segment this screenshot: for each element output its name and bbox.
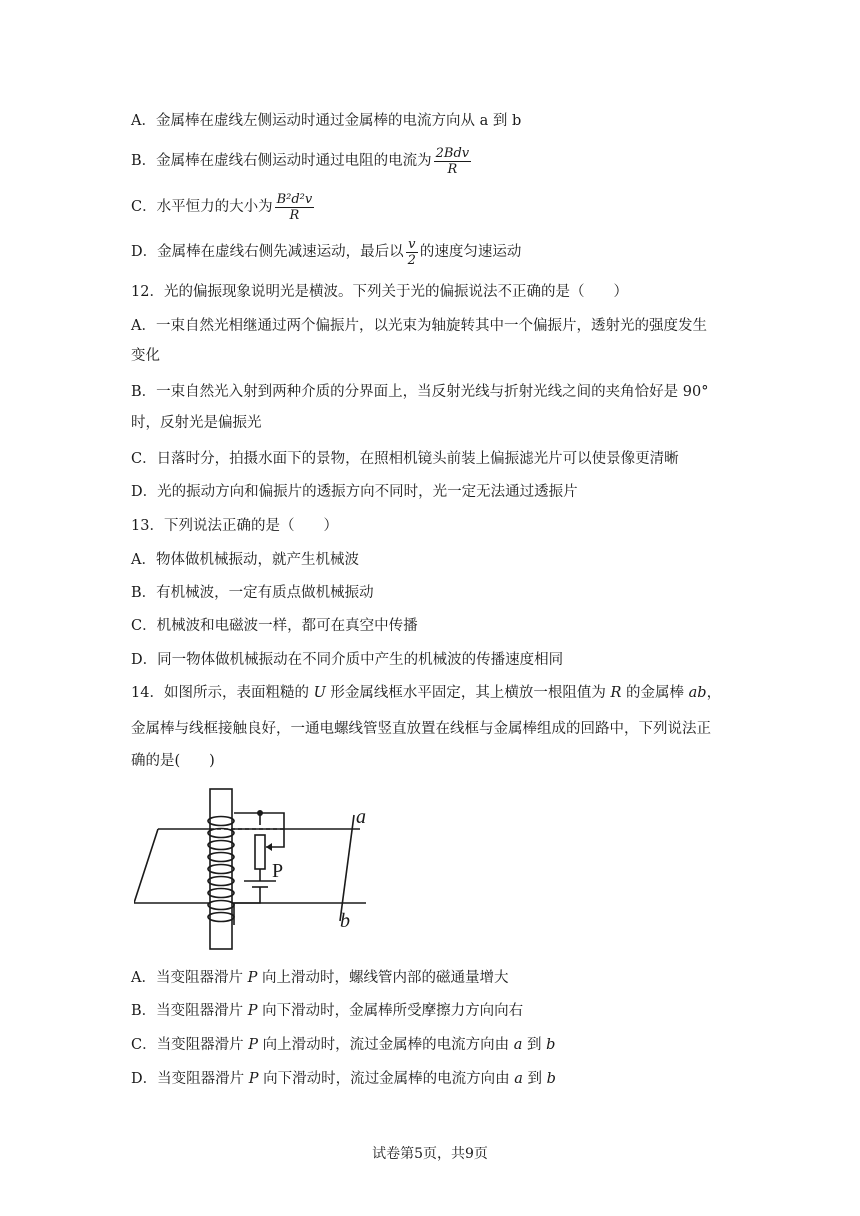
wire-top (234, 813, 260, 825)
q14-stem-text: 形金属线框水平固定，其上横放一根阻值为 (325, 685, 611, 701)
q11-option-a: A．金属棒在虚线左侧运动时通过金属棒的电流方向从 a 到 b (131, 113, 522, 129)
label-b: b (340, 910, 350, 932)
q11-option-d-text: D．金属棒在虚线右侧先减速运动，最后以 (131, 244, 404, 260)
q14-option-text: 向下滑动时，金属棒所受摩擦力方向向右 (257, 1003, 524, 1019)
q11-option-d (131, 232, 521, 272)
q14-option-text: B．当变阻器滑片 (131, 1003, 248, 1019)
q11-option-b-numerator: 2Bdv (435, 145, 470, 161)
q14-option-c (131, 1035, 555, 1055)
q11-option-d-denominator: 2 (407, 252, 416, 268)
q14-option-b (131, 1001, 523, 1021)
q12-stem: 12．光的偏振现象说明光是横波。下列关于光的偏振说法不正确的是（ ） (131, 284, 628, 300)
q12-option-c: C．日落时分，拍摄水面下的景物，在照相机镜头前装上偏振滤光片可以使景像更清晰 (131, 451, 679, 467)
q11-option-c (131, 187, 316, 227)
q14-stem-r: R (610, 685, 622, 701)
q11-option-b-text: B．金属棒在虚线右侧运动时通过电阻的电流为 (131, 153, 432, 169)
q14-stem-text: 14．如图所示，表面粗糙的 (131, 685, 314, 701)
q13-option-c: C．机械波和电磁波一样，都可在真空中传播 (131, 618, 418, 634)
q11-option-b (131, 141, 473, 181)
q14-stem-line2: 金属棒与线框接触良好，一通电螺线管竖直放置在线框与金属棒组成的回路中，下列说法正 (131, 721, 711, 737)
q14-option-var: P (248, 1037, 258, 1053)
q11-option-b-denominator: R (447, 161, 458, 177)
q14-stem-line1 (131, 683, 721, 703)
rheostat (255, 835, 265, 869)
q14-option-var: P (248, 1071, 259, 1087)
solenoid-core (210, 789, 232, 949)
frame-left-side (134, 829, 158, 903)
page-footer: 试卷第5页，共9页 (372, 1146, 488, 1162)
q14-option-var: b (546, 1037, 556, 1053)
q14-stem-text: ， (706, 685, 722, 701)
q12-option-a-line1: A．一束自然光相继通过两个偏振片，以光束为轴旋转其中一个偏振片，透射光的强度发生 (131, 318, 707, 334)
q14-option-var: b (546, 1071, 556, 1087)
q14-option-var: P (247, 1003, 258, 1019)
q12-option-b-line2: 时，反射光是偏振光 (131, 415, 262, 431)
metal-bar-ab (340, 815, 354, 921)
junction-dot (257, 810, 263, 816)
label-a: a (356, 806, 366, 828)
q14-option-text: 向上滑动时，螺线管内部的磁通量增大 (257, 970, 509, 986)
label-p: P (272, 860, 284, 882)
q13-stem: 13．下列说法正确的是（ ） (131, 518, 338, 534)
q12-option-d: D．光的振动方向和偏振片的透振方向不同时，光一定无法通过透振片 (131, 484, 578, 500)
q11-option-b-fraction (434, 146, 472, 177)
q12-option-a-line2: 变化 (131, 348, 160, 364)
q11-option-d-suffix: 的速度匀速运动 (419, 244, 522, 260)
q14-option-text: 向下滑动时，流过金属棒的电流方向由 (258, 1071, 515, 1087)
q14-stem-line3: 确的是( ) (131, 753, 215, 769)
q14-option-d (131, 1069, 556, 1089)
circuit-figure (134, 785, 374, 955)
q14-option-text: 到 (522, 1071, 547, 1087)
q14-stem-u: U (313, 685, 326, 701)
q11-option-c-fraction (275, 192, 315, 223)
q11-option-d-numerator: v (406, 237, 418, 253)
q11-option-d-fraction (406, 237, 418, 268)
q11-option-c-text: C．水平恒力的大小为 (131, 199, 273, 215)
q11-option-c-numerator: B²d²v (276, 191, 313, 207)
q14-option-text: D．当变阻器滑片 (131, 1071, 249, 1087)
q14-option-text: A．当变阻器滑片 (131, 970, 248, 986)
q14-option-a (131, 968, 508, 988)
slider-arrow-icon (266, 843, 272, 851)
q13-option-d: D．同一物体做机械振动在不同介质中产生的机械波的传播速度相同 (131, 652, 564, 668)
q11-option-c-denominator: R (289, 207, 300, 223)
q14-option-text: 向上滑动时，流过金属棒的电流方向由 (257, 1037, 514, 1053)
q14-option-var: a (513, 1037, 523, 1053)
q13-option-b: B．有机械波，一定有质点做机械振动 (131, 585, 374, 601)
q14-stem-ab: ab (688, 685, 707, 701)
q12-option-b-line1: B．一束自然光入射到两种介质的分界面上，当反射光线与折射光线之间的夹角恰好是 90° (131, 384, 709, 400)
wire-bottom (234, 887, 260, 925)
q14-stem-text: 的金属棒 (621, 685, 689, 701)
q14-option-text: C．当变阻器滑片 (131, 1037, 249, 1053)
q14-option-var: a (514, 1071, 523, 1087)
q13-option-a: A．物体做机械振动，就产生机械波 (131, 552, 359, 568)
q14-option-var: P (247, 970, 258, 986)
q14-option-text: 到 (522, 1037, 547, 1053)
